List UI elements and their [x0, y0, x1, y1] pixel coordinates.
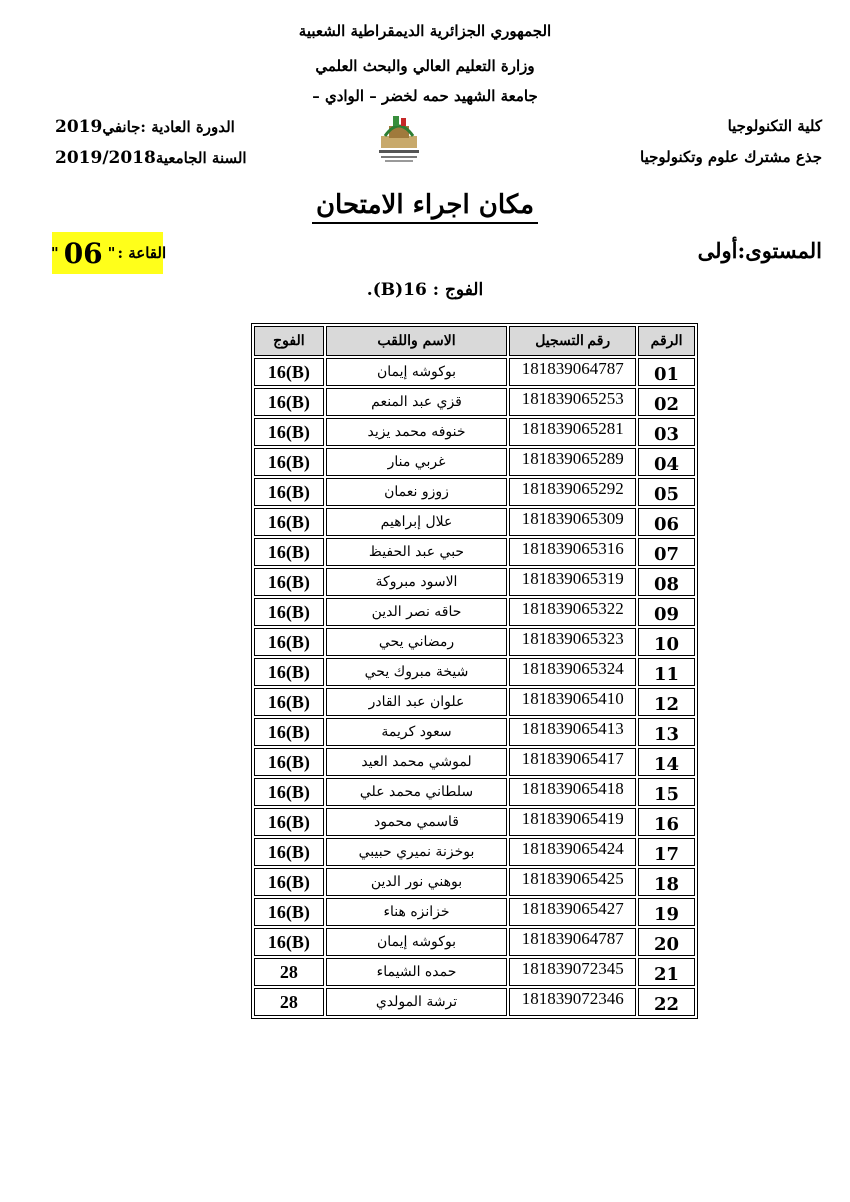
cell-student-name — [326, 748, 508, 776]
header-no: الرقم — [638, 326, 695, 356]
cell-group — [254, 388, 324, 416]
level-label: المستوى:أولى — [697, 238, 822, 263]
cell-group-text: 16(B) — [267, 661, 310, 682]
cell-group — [254, 778, 324, 806]
table-row — [254, 388, 695, 416]
cell-group-text: 16(B) — [267, 721, 310, 742]
cell-registration — [509, 778, 636, 806]
cell-number-text: 09 — [654, 604, 680, 625]
academic-year-value: 2019/2018 — [55, 148, 156, 168]
cell-registration — [509, 508, 636, 536]
session-year: 2019 — [55, 117, 103, 137]
table-row — [254, 958, 695, 986]
department-name: جذع مشترك علوم وتكنولوجيا — [640, 148, 822, 166]
cell-registration-text: 181839072346 — [521, 989, 624, 1008]
cell-registration — [509, 898, 636, 926]
cell-group-text: 16(B) — [267, 481, 310, 502]
cell-registration-text: 181839065322 — [521, 599, 624, 618]
table-row — [254, 658, 695, 686]
cell-group-text: 28 — [279, 961, 298, 982]
cell-student-name — [326, 718, 508, 746]
cell-student-name — [326, 868, 508, 896]
cell-registration-text: 181839065253 — [521, 389, 624, 408]
cell-group — [254, 568, 324, 596]
cell-registration — [509, 538, 636, 566]
cell-student-name — [326, 658, 508, 686]
cell-number-text: 13 — [654, 724, 680, 745]
room-label: القاعة : — [117, 244, 167, 262]
cell-registration — [509, 568, 636, 596]
cell-registration-text: 181839065309 — [521, 509, 624, 528]
cell-student-name-text: ترشة المولدي — [375, 994, 458, 1010]
cell-group — [254, 868, 324, 896]
cell-student-name-text: زوزو نعمان — [384, 484, 449, 500]
cell-group-text: 16(B) — [267, 541, 310, 562]
cell-registration — [509, 748, 636, 776]
cell-number — [638, 418, 695, 446]
cell-student-name-text: خزانزه هناء — [383, 904, 450, 920]
cell-registration — [509, 658, 636, 686]
table-row — [254, 688, 695, 716]
cell-student-name-text: غربي منار — [387, 454, 446, 470]
cell-student-name-text: سعود كريمة — [381, 724, 452, 740]
cell-group — [254, 898, 324, 926]
cell-group — [254, 928, 324, 956]
cell-group — [254, 628, 324, 656]
cell-number-text: 11 — [654, 664, 680, 685]
table-row — [254, 988, 695, 1016]
table-row — [254, 868, 695, 896]
cell-registration — [509, 808, 636, 836]
cell-number — [638, 448, 695, 476]
table-row — [254, 748, 695, 776]
cell-group-text: 16(B) — [267, 811, 310, 832]
cell-student-name — [326, 988, 508, 1016]
table-row — [254, 628, 695, 656]
cell-registration-text: 181839065427 — [521, 899, 624, 918]
cell-student-name-text: لموشي محمد العيد — [361, 754, 472, 770]
university-logo — [375, 112, 423, 164]
cell-number — [638, 688, 695, 716]
cell-number — [638, 868, 695, 896]
cell-number — [638, 658, 695, 686]
cell-number-text: 05 — [654, 484, 680, 505]
cell-student-name — [326, 538, 508, 566]
cell-student-name — [326, 508, 508, 536]
header-university: جامعة الشهيد حمه لخضر – الوادي – — [312, 87, 538, 105]
cell-student-name-text: رمضاني يحي — [378, 634, 455, 650]
document-title-text: مكان اجراء الامتحان — [312, 190, 538, 224]
cell-registration-text: 181839065324 — [521, 659, 624, 678]
cell-registration — [509, 448, 636, 476]
cell-number-text: 03 — [654, 424, 680, 445]
cell-student-name-text: قزي عبد المنعم — [371, 394, 462, 410]
cell-number — [638, 928, 695, 956]
table-row — [254, 448, 695, 476]
room-number: 06 — [63, 236, 103, 270]
cell-group-text: 28 — [279, 991, 298, 1012]
cell-number-text: 14 — [654, 754, 680, 775]
cell-number — [638, 358, 695, 386]
cell-number-text: 22 — [654, 994, 680, 1015]
room-badge — [50, 232, 167, 274]
cell-registration-text: 181839064787 — [521, 929, 624, 948]
cell-student-name-text: بوخزنة نميري حبيبي — [358, 844, 475, 860]
cell-student-name-text: علال إبراهيم — [380, 514, 453, 530]
cell-registration-text: 181839065419 — [521, 809, 624, 828]
cell-registration — [509, 688, 636, 716]
table-row — [254, 568, 695, 596]
table-row — [254, 478, 695, 506]
cell-number — [638, 778, 695, 806]
cell-registration — [509, 958, 636, 986]
header-name: الاسم واللقب — [326, 326, 508, 356]
cell-number — [638, 628, 695, 656]
cell-group-text: 16(B) — [267, 601, 310, 622]
cell-registration-text: 181839065410 — [521, 689, 624, 708]
cell-student-name-text: خنوفه محمد يزيد — [367, 424, 466, 440]
cell-student-name — [326, 928, 508, 956]
table-row — [254, 598, 695, 626]
cell-student-name — [326, 808, 508, 836]
cell-group-text: 16(B) — [267, 511, 310, 532]
cell-student-name — [326, 568, 508, 596]
cell-group-text: 16(B) — [267, 631, 310, 652]
cell-group-text: 16(B) — [267, 751, 310, 772]
header-registration: رقم التسجيل — [509, 326, 636, 356]
cell-group — [254, 598, 324, 626]
cell-registration-text: 181839065323 — [521, 629, 624, 648]
cell-group-text: 16(B) — [267, 781, 310, 802]
table-row — [254, 538, 695, 566]
cell-group — [254, 538, 324, 566]
cell-number-text: 21 — [654, 964, 680, 985]
cell-number-text: 18 — [654, 874, 680, 895]
cell-student-name-text: علوان عبد القادر — [368, 694, 465, 710]
cell-number — [638, 988, 695, 1016]
cell-number — [638, 958, 695, 986]
table-row — [254, 418, 695, 446]
table-row — [254, 718, 695, 746]
cell-registration — [509, 838, 636, 866]
cell-number-text: 17 — [654, 844, 680, 865]
cell-registration-text: 181839065418 — [521, 779, 624, 798]
cell-number-text: 12 — [654, 694, 680, 715]
cell-group-text: 16(B) — [267, 451, 310, 472]
cell-student-name-text: حبي عبد الحفيظ — [368, 544, 465, 560]
cell-student-name — [326, 358, 508, 386]
cell-student-name — [326, 898, 508, 926]
header-ministry: وزارة التعليم العالي والبحث العلمي — [315, 57, 535, 75]
cell-number — [638, 748, 695, 776]
cell-group — [254, 748, 324, 776]
cell-group — [254, 718, 324, 746]
cell-registration — [509, 718, 636, 746]
document-title — [0, 190, 850, 224]
cell-registration-text: 181839065316 — [521, 539, 624, 558]
cell-student-name — [326, 778, 508, 806]
cell-student-name-text: سلطاني محمد علي — [359, 784, 474, 800]
cell-group — [254, 838, 324, 866]
cell-student-name-text: قاسمي محمود — [374, 814, 459, 830]
cell-number — [638, 838, 695, 866]
cell-student-name — [326, 598, 508, 626]
cell-group-text: 16(B) — [267, 841, 310, 862]
cell-student-name-text: حاقه نصر الدين — [371, 604, 462, 620]
cell-number-text: 07 — [654, 544, 680, 565]
cell-number — [638, 898, 695, 926]
cell-registration — [509, 358, 636, 386]
cell-student-name — [326, 418, 508, 446]
students-table — [251, 323, 698, 1019]
cell-group — [254, 418, 324, 446]
cell-registration-text: 181839065292 — [521, 479, 624, 498]
cell-number-text: 04 — [654, 454, 680, 475]
cell-number — [638, 478, 695, 506]
cell-student-name — [326, 448, 508, 476]
table-row — [254, 808, 695, 836]
cell-student-name — [326, 628, 508, 656]
cell-number-text: 15 — [654, 784, 680, 805]
header-group: الفوج — [254, 326, 324, 356]
table-row — [254, 778, 695, 806]
cell-group — [254, 988, 324, 1016]
cell-registration-text: 181839065424 — [521, 839, 624, 858]
cell-group-text: 16(B) — [267, 391, 310, 412]
cell-student-name-text: شيخة مبروك يحي — [364, 664, 469, 680]
cell-registration-text: 181839065417 — [521, 749, 624, 768]
cell-student-name — [326, 838, 508, 866]
cell-registration — [509, 628, 636, 656]
cell-group — [254, 958, 324, 986]
cell-number — [638, 598, 695, 626]
cell-group — [254, 808, 324, 836]
cell-student-name — [326, 688, 508, 716]
cell-group — [254, 658, 324, 686]
cell-registration — [509, 418, 636, 446]
cell-group — [254, 478, 324, 506]
cell-student-name-text: الاسود مبروكة — [375, 574, 458, 590]
room-quote-close: " — [50, 244, 59, 262]
table-row — [254, 358, 695, 386]
cell-registration-text: 181839065281 — [521, 419, 624, 438]
session-label: الدورة العادية :جانفي — [102, 118, 235, 136]
cell-group-text: 16(B) — [267, 361, 310, 382]
cell-registration — [509, 988, 636, 1016]
cell-number-text: 02 — [654, 394, 680, 415]
cell-number — [638, 718, 695, 746]
cell-student-name-text: حمده الشيماء — [376, 964, 457, 980]
faculty-name: كلية التكنولوجيا — [727, 117, 822, 135]
cell-group — [254, 358, 324, 386]
cell-group-text: 16(B) — [267, 691, 310, 712]
cell-number-text: 19 — [654, 904, 680, 925]
cell-registration-text: 181839072345 — [521, 959, 624, 978]
cell-registration-text: 181839065319 — [521, 569, 624, 588]
header-republic: الجمهوري الجزائرية الديمقراطية الشعبية — [298, 22, 552, 40]
cell-student-name — [326, 478, 508, 506]
academic-year-label: السنة الجامعية — [155, 149, 247, 167]
cell-number — [638, 808, 695, 836]
cell-number-text: 20 — [654, 934, 680, 955]
cell-group-text: 16(B) — [267, 901, 310, 922]
cell-registration — [509, 598, 636, 626]
cell-student-name-text: بوهني نور الدين — [370, 874, 463, 890]
cell-number — [638, 388, 695, 416]
cell-group — [254, 508, 324, 536]
cell-number — [638, 538, 695, 566]
cell-registration-text: 181839065413 — [521, 719, 624, 738]
cell-registration-text: 181839065425 — [521, 869, 624, 888]
cell-student-name — [326, 388, 508, 416]
cell-registration-text: 181839065289 — [521, 449, 624, 468]
table-row — [254, 508, 695, 536]
cell-group — [254, 688, 324, 716]
cell-group-text: 16(B) — [267, 421, 310, 442]
cell-number — [638, 568, 695, 596]
cell-number — [638, 508, 695, 536]
cell-student-name-text: بوكوشه إيمان — [376, 364, 457, 380]
cell-number-text: 08 — [654, 574, 680, 595]
cell-student-name-text: بوكوشه إيمان — [376, 934, 457, 950]
cell-registration — [509, 868, 636, 896]
cell-group-text: 16(B) — [267, 931, 310, 952]
cell-registration — [509, 478, 636, 506]
cell-group-text: 16(B) — [267, 571, 310, 592]
academic-year — [55, 148, 247, 168]
table-row — [254, 838, 695, 866]
cell-group-text: 16(B) — [267, 871, 310, 892]
cell-registration — [509, 928, 636, 956]
cell-registration-text: 181839064787 — [521, 359, 624, 378]
cell-number-text: 01 — [654, 364, 680, 385]
cell-registration — [509, 388, 636, 416]
cell-student-name — [326, 958, 508, 986]
table-row — [254, 898, 695, 926]
table-header-row — [254, 326, 695, 356]
cell-group — [254, 448, 324, 476]
table-row — [254, 928, 695, 956]
cell-number-text: 10 — [654, 634, 680, 655]
exam-session — [55, 117, 235, 137]
cell-number-text: 16 — [654, 814, 680, 835]
group-line: الفوج : 16(B). — [366, 280, 484, 300]
cell-number-text: 06 — [654, 514, 680, 535]
room-quote-open: " — [107, 244, 116, 262]
